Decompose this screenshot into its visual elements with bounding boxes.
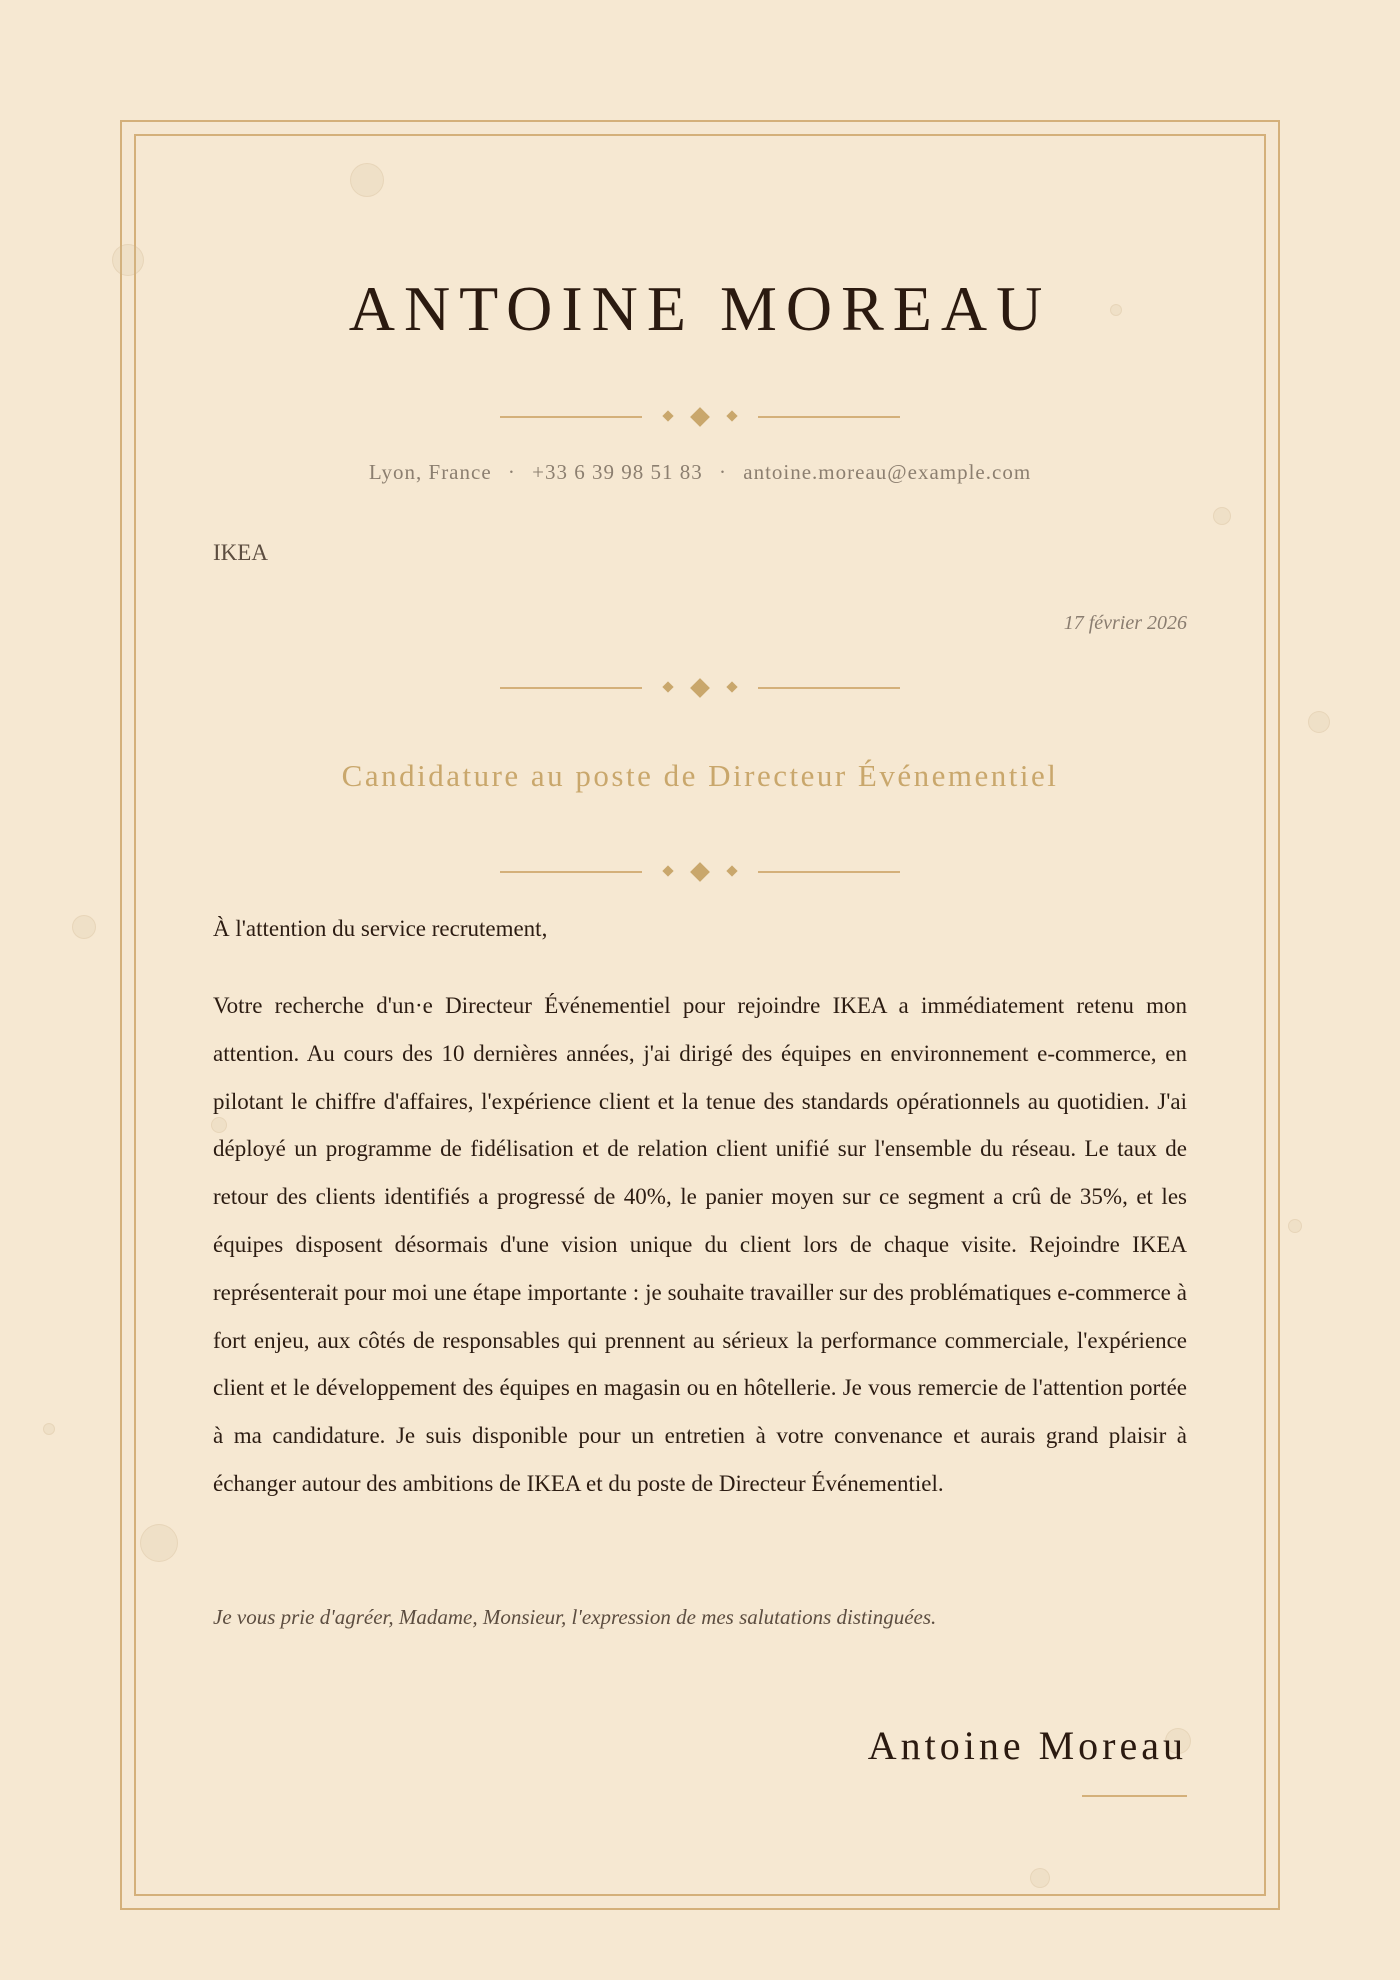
ornamental-divider <box>500 678 900 698</box>
ornamental-divider <box>500 862 900 882</box>
contact-email: antoine.moreau@example.com <box>743 460 1032 484</box>
paper-spot <box>1030 1868 1050 1888</box>
letter-salutation: À l'attention du service recrutement, <box>213 916 548 941</box>
letter-date: 17 février 2026 <box>1063 612 1187 634</box>
recipient-company: IKEA <box>213 540 268 565</box>
paper-spot <box>1288 1219 1302 1233</box>
signature-name: Antoine Moreau <box>867 1723 1187 1768</box>
letter-subject: Candidature au poste de Directeur Événementiel <box>341 758 1059 793</box>
letter-body: Votre recherche d'un·e Directeur Événementiel pour rejoindre IKEA a immédiatement retenu mon attention. Au cours des 10 dernières années, j'ai dirigé des équipes en environnement e-commerce, en pilotant le chiffre d'affaires, l'expérience client et la tenue des standards opérationnels au quotidien. J'ai déployé un programme de fidélisation et de relation client unifié sur l'ensemble du réseau. Le taux de retour des clients identifiés a progressé de 40%, le panier moyen sur ce segment a crû de 35%, et les équipes disposent désormais d'une vision unique du client lors de chaque visite. Rejoindre IKEA représenterait pour moi une étape importante : je souhaite travailler sur des problématiques e-commerce à fort enjeu, aux côtés de responsables qui prennent au sérieux la performance commerciale, l'expérience client et le développement des équipes en magasin ou en hôtellerie. Je vous remercie de l'attention portée à ma candidature. Je suis disponible pour un entretien à votre convenance et aurais grand plaisir à échanger autour des ambitions de IKEA et du poste de Directeur Événementiel. <box>213 993 1187 1496</box>
contact-separator: · <box>719 460 727 484</box>
contact-phone: +33 6 39 98 51 83 <box>532 460 703 484</box>
paper-spot <box>140 1524 178 1562</box>
contact-line <box>0 460 1400 485</box>
sender-name-heading: ANTOINE MOREAU <box>348 273 1052 344</box>
letter-closing: Je vous prie d'agréer, Madame, Monsieur, l'expression de mes salutations distinguées. <box>213 1605 937 1629</box>
paper-spot <box>350 163 384 197</box>
paper-spot <box>1308 711 1330 733</box>
ornamental-divider <box>500 407 900 427</box>
paper-spot <box>1213 507 1231 525</box>
paper-spot <box>72 915 96 939</box>
signature-underline <box>1082 1795 1187 1797</box>
contact-separator: · <box>507 460 516 484</box>
paper-spot <box>43 1423 55 1435</box>
contact-location: Lyon, France <box>368 460 492 484</box>
